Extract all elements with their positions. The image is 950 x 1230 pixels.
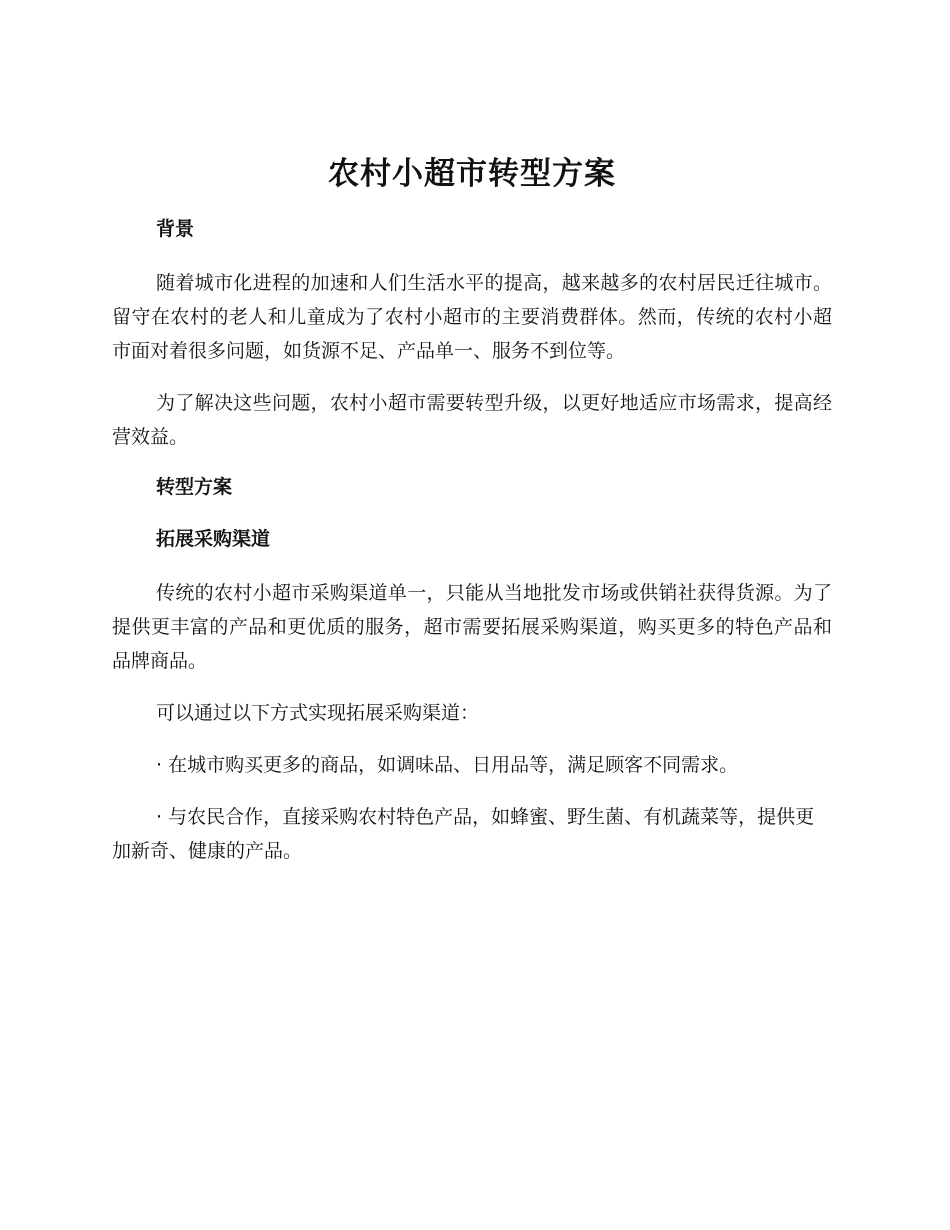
subsection-heading-procurement: 拓展采购渠道 [156,528,271,550]
paragraph-background-1: 随着城市化进程的加速和人们生活水平的提高，越来越多的农村居民迁往城市。留守在农村的老人和儿童成为了农村小超市的主要消费群体。然而，传统的农村小超市面对着很多问题，如货源不足、产品单一、服务不到位等。 [112,272,832,362]
paragraph-background-2: 为了解决这些问题，农村小超市需要转型升级，以更好地适应市场需求，提高经营效益。 [112,392,832,448]
paragraph-procurement-2: 可以通过以下方式实现拓展采购渠道： [156,702,480,724]
section-heading-background: 背景 [156,218,195,240]
section-heading-plan: 转型方案 [156,476,233,498]
bullet-item-2: · 与农民合作，直接采购农村特色产品，如蜂蜜、野生菌、有机蔬菜等，提供更加新奇、健康的产品。 [112,806,815,862]
bullet-item-1: · 在城市购买更多的商品，如调味品、日用品等，满足顾客不同需求。 [156,754,739,776]
document-title: 农村小超市转型方案 [328,156,616,192]
paragraph-procurement-1: 传统的农村小超市采购渠道单一，只能从当地批发市场或供销社获得货源。为了提供更丰富的产品和更优质的服务，超市需要拓展采购渠道，购买更多的特色产品和品牌商品。 [112,582,832,672]
